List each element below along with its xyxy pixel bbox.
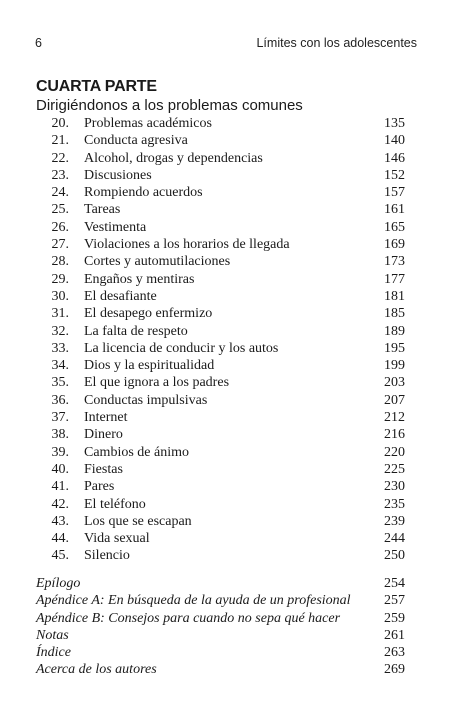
toc-entry bbox=[36, 496, 405, 513]
chapter-title: Silencio bbox=[84, 548, 130, 564]
chapter-title: Problemas académicos bbox=[84, 116, 212, 131]
chapter-number: 22. bbox=[51, 150, 69, 166]
toc-entry bbox=[36, 167, 405, 184]
toc-entry bbox=[36, 357, 405, 374]
toc-entry bbox=[36, 478, 405, 495]
back-matter-title: Índice bbox=[36, 645, 71, 661]
chapter-page: 220 bbox=[384, 444, 405, 460]
chapter-title: Conductas impulsivas bbox=[84, 392, 208, 408]
chapter-page: 235 bbox=[384, 496, 405, 512]
chapter-number: 24. bbox=[51, 185, 69, 201]
chapter-number: 30. bbox=[51, 288, 69, 304]
chapter-number: 36. bbox=[51, 392, 69, 408]
chapter-page: 199 bbox=[384, 358, 405, 374]
chapter-number: 23. bbox=[51, 167, 69, 183]
toc-entry bbox=[36, 323, 405, 340]
back-matter-title: Apéndice A: En búsqueda de la ayuda de un profesional bbox=[36, 593, 351, 609]
chapter-number: 42. bbox=[51, 496, 69, 512]
chapter-number: 41. bbox=[51, 479, 69, 495]
running-header bbox=[35, 36, 417, 52]
chapter-title: Violaciones a los horarios de llegada bbox=[84, 237, 290, 253]
back-matter-page: 257 bbox=[384, 593, 405, 609]
book-title: Límites con los adolescentes bbox=[256, 36, 417, 50]
toc-entry bbox=[36, 219, 405, 236]
chapter-title: Vida sexual bbox=[84, 531, 150, 547]
back-matter-page: 254 bbox=[384, 576, 405, 591]
chapter-title: Vestimenta bbox=[84, 219, 147, 235]
chapter-page: 250 bbox=[384, 548, 405, 564]
chapter-number: 45. bbox=[51, 548, 69, 564]
back-matter-entry bbox=[36, 610, 405, 627]
chapter-title: Alcohol, drogas y dependencias bbox=[84, 150, 263, 166]
chapter-page: 146 bbox=[384, 150, 405, 166]
chapter-title: El desafiante bbox=[84, 288, 157, 304]
chapter-page: 173 bbox=[384, 254, 405, 270]
chapter-number: 33. bbox=[51, 340, 69, 356]
chapter-number: 35. bbox=[51, 375, 69, 391]
chapter-page: 185 bbox=[384, 306, 405, 322]
chapter-number: 21. bbox=[51, 133, 69, 149]
chapter-page: 216 bbox=[384, 427, 405, 443]
back-matter-page: 269 bbox=[384, 662, 405, 678]
toc-entry bbox=[36, 236, 405, 253]
chapter-number: 40. bbox=[51, 461, 69, 477]
toc-entry bbox=[36, 392, 405, 409]
chapter-number: 44. bbox=[51, 531, 69, 547]
chapter-title: Fiestas bbox=[84, 461, 123, 477]
back-matter-entry bbox=[36, 575, 405, 592]
chapter-title: Discusiones bbox=[84, 167, 152, 183]
toc-entry bbox=[36, 340, 405, 357]
toc-entry bbox=[36, 461, 405, 478]
chapter-title: Dinero bbox=[84, 427, 123, 443]
chapter-page: 161 bbox=[384, 202, 405, 218]
chapter-title: La licencia de conducir y los autos bbox=[84, 340, 279, 356]
toc-entry bbox=[36, 547, 405, 564]
chapter-page: 181 bbox=[384, 288, 405, 304]
toc-entry bbox=[36, 184, 405, 201]
chapter-number: 31. bbox=[51, 306, 69, 322]
toc-entry bbox=[36, 253, 405, 270]
chapter-title: Engaños y mentiras bbox=[84, 271, 195, 287]
chapter-number: 27. bbox=[51, 237, 69, 253]
chapter-page: 169 bbox=[384, 237, 405, 253]
toc-entry bbox=[36, 513, 405, 530]
chapter-title: Cambios de ánimo bbox=[84, 444, 189, 460]
chapter-page: 203 bbox=[384, 375, 405, 391]
chapter-title: Tareas bbox=[84, 202, 121, 218]
chapter-number: 38. bbox=[51, 427, 69, 443]
chapter-page: 140 bbox=[384, 133, 405, 149]
chapter-page: 230 bbox=[384, 479, 405, 495]
back-matter-title: Notas bbox=[36, 627, 69, 643]
chapter-page: 152 bbox=[384, 167, 405, 183]
chapter-title: El desapego enfermizo bbox=[84, 306, 213, 322]
toc-entry bbox=[36, 201, 405, 218]
back-matter-entry bbox=[36, 592, 405, 609]
back-matter-page: 263 bbox=[384, 645, 405, 661]
toc-entry bbox=[36, 271, 405, 288]
chapter-page: 239 bbox=[384, 513, 405, 529]
chapter-number: 20. bbox=[51, 116, 69, 131]
chapter-page: 207 bbox=[384, 392, 405, 408]
chapter-page: 135 bbox=[384, 116, 405, 131]
chapter-number: 28. bbox=[51, 254, 69, 270]
toc-entry bbox=[36, 426, 405, 443]
back-matter-title: Epílogo bbox=[36, 576, 81, 591]
chapter-page: 165 bbox=[384, 219, 405, 235]
page-number: 6 bbox=[35, 36, 42, 50]
part-title: CUARTA PARTE bbox=[36, 78, 157, 95]
chapter-number: 43. bbox=[51, 513, 69, 529]
back-matter-entry bbox=[36, 661, 405, 678]
back-matter-page: 261 bbox=[384, 627, 405, 643]
back-matter-page: 259 bbox=[384, 610, 405, 626]
toc-entry bbox=[36, 530, 405, 547]
back-matter-title: Apéndice B: Consejos para cuando no sepa qué hacer bbox=[36, 610, 341, 626]
chapter-title: La falta de respeto bbox=[84, 323, 188, 339]
chapter-page: 225 bbox=[384, 461, 405, 477]
chapter-page: 189 bbox=[384, 323, 405, 339]
chapter-title: Los que se escapan bbox=[84, 513, 192, 529]
toc-entry bbox=[36, 374, 405, 391]
chapter-list bbox=[36, 115, 405, 565]
part-subtitle: Dirigiéndonos a los problemas comunes bbox=[36, 97, 303, 114]
chapter-title: Pares bbox=[84, 479, 115, 495]
toc-entry bbox=[36, 409, 405, 426]
toc-entry bbox=[36, 444, 405, 461]
toc-entry bbox=[36, 115, 405, 132]
back-matter-title: Acerca de los autores bbox=[36, 662, 157, 678]
chapter-page: 212 bbox=[384, 410, 405, 426]
chapter-title: Internet bbox=[84, 410, 128, 426]
toc-entry bbox=[36, 288, 405, 305]
chapter-page: 157 bbox=[384, 185, 405, 201]
back-matter-entry bbox=[36, 627, 405, 644]
chapter-number: 29. bbox=[51, 271, 69, 287]
back-matter-entry bbox=[36, 644, 405, 661]
chapter-number: 32. bbox=[51, 323, 69, 339]
chapter-number: 37. bbox=[51, 410, 69, 426]
chapter-number: 39. bbox=[51, 444, 69, 460]
toc-entry bbox=[36, 132, 405, 149]
chapter-page: 195 bbox=[384, 340, 405, 356]
toc-entry bbox=[36, 150, 405, 167]
chapter-title: El teléfono bbox=[84, 496, 146, 512]
chapter-page: 177 bbox=[384, 271, 405, 287]
chapter-title: Conducta agresiva bbox=[84, 133, 188, 149]
chapter-number: 26. bbox=[51, 219, 69, 235]
chapter-title: Rompiendo acuerdos bbox=[84, 185, 203, 201]
chapter-title: Dios y la espiritualidad bbox=[84, 358, 215, 374]
chapter-title: Cortes y automutilaciones bbox=[84, 254, 231, 270]
chapter-number: 25. bbox=[51, 202, 69, 218]
chapter-page: 244 bbox=[384, 531, 405, 547]
toc-entry bbox=[36, 305, 405, 322]
back-matter-list bbox=[36, 575, 405, 679]
chapter-number: 34. bbox=[51, 358, 69, 374]
chapter-title: El que ignora a los padres bbox=[84, 375, 230, 391]
